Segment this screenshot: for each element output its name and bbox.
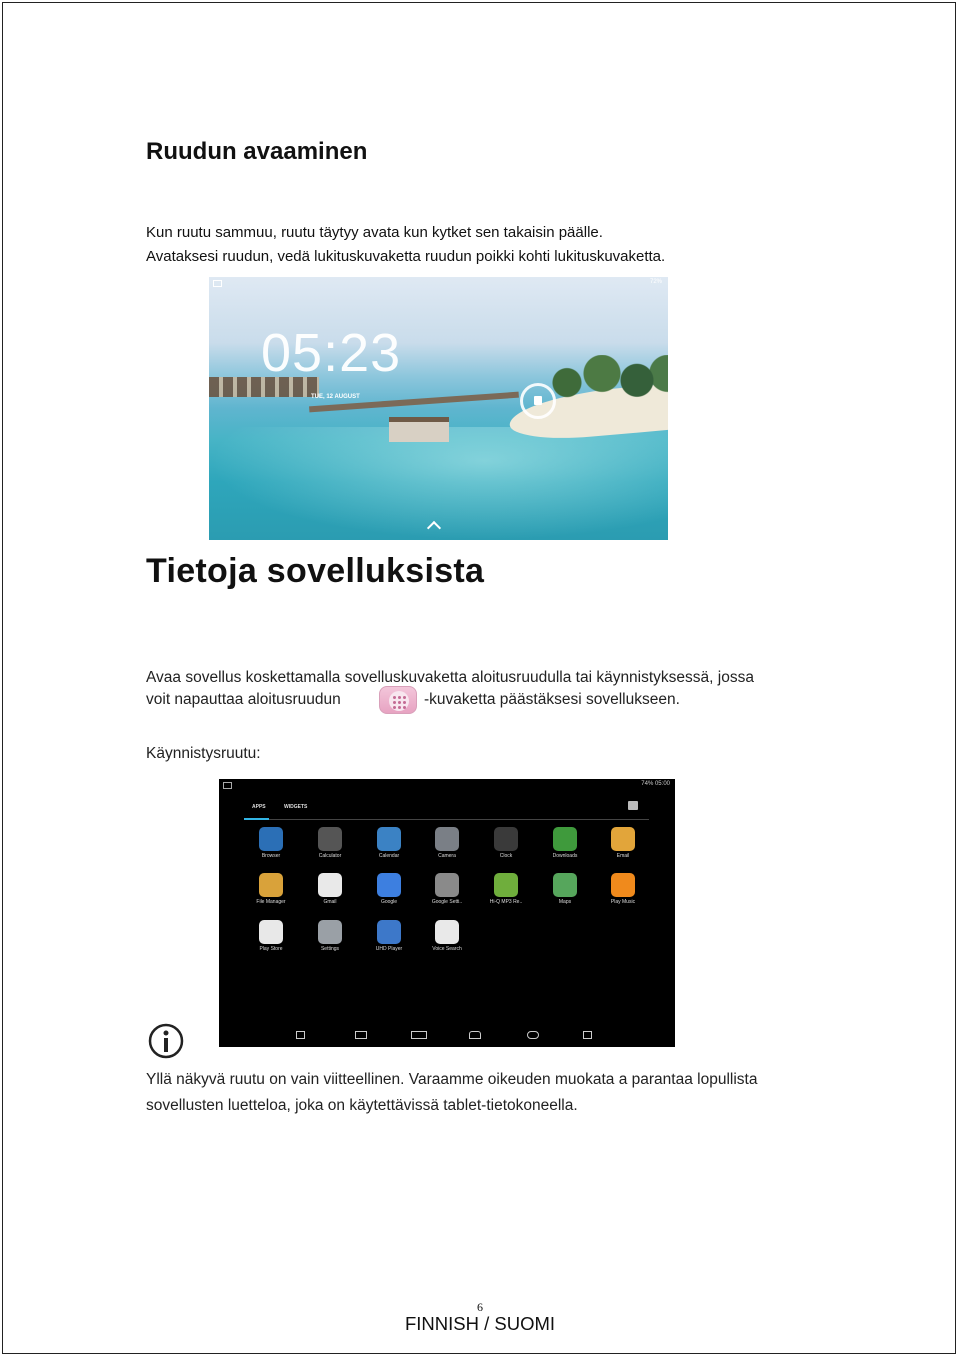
app-icon	[259, 920, 283, 944]
app-tile[interactable]	[359, 873, 419, 905]
apps-text-line2a: voit napauttaa aloitusruudun	[146, 691, 341, 708]
app-tile[interactable]	[241, 920, 301, 952]
app-icon	[494, 827, 518, 851]
store-bag-icon[interactable]	[628, 801, 638, 810]
app-icon	[435, 827, 459, 851]
volume-up-icon[interactable]	[583, 1031, 592, 1039]
tab-widgets[interactable]: WIDGETS	[284, 804, 308, 810]
unlock-ring-icon[interactable]	[520, 383, 556, 419]
app-tile[interactable]	[300, 827, 360, 859]
tab-divider	[244, 819, 649, 820]
app-tile[interactable]	[476, 827, 536, 859]
apps-text-line1: Avaa sovellus koskettamalla sovelluskuvaketta aloitusruudulla tai käynnistyksessä, jossa	[146, 669, 754, 686]
app-icon	[259, 873, 283, 897]
notification-icon	[223, 782, 232, 789]
app-icon	[611, 827, 635, 851]
app-icon	[377, 827, 401, 851]
app-icon	[553, 827, 577, 851]
lock-time: 05:23	[261, 323, 402, 383]
page-number: 6	[477, 1300, 483, 1314]
footer-language: FINNISH / SUOMI	[404, 1313, 556, 1334]
app-tile[interactable]	[593, 827, 653, 859]
app-label: Gmail	[323, 899, 337, 905]
app-tile[interactable]	[241, 873, 301, 905]
heading-apps: Tietoja sovelluksista	[146, 552, 485, 590]
launcher-label: Käynnistysruutu:	[146, 745, 261, 762]
app-tile[interactable]	[476, 873, 536, 905]
lockscreen-image	[209, 277, 668, 540]
app-icon	[435, 873, 459, 897]
battery-status: 72%	[649, 279, 662, 285]
lock-icon	[534, 396, 542, 405]
app-tile[interactable]	[593, 873, 653, 905]
app-label: Play Store	[259, 946, 283, 952]
app-label: Hi-Q MP3 Re..	[489, 899, 523, 905]
app-label: Voice Search	[432, 946, 462, 952]
app-icon	[611, 873, 635, 897]
app-label: Maps	[558, 899, 572, 905]
app-icon	[259, 827, 283, 851]
app-drawer-image	[219, 779, 675, 1047]
tab-apps[interactable]: APPS	[252, 804, 266, 810]
app-tile[interactable]	[359, 920, 419, 952]
sea-glow	[209, 427, 668, 540]
app-icon	[553, 873, 577, 897]
app-icon	[494, 873, 518, 897]
app-icon	[318, 873, 342, 897]
app-icon	[435, 920, 459, 944]
app-label: Calculator	[318, 853, 342, 859]
home-icon[interactable]	[469, 1031, 481, 1039]
app-label: Clock	[499, 853, 513, 859]
app-tile[interactable]	[417, 873, 477, 905]
heading-unlock: Ruudun avaaminen	[146, 138, 368, 165]
app-tile[interactable]	[417, 920, 477, 952]
lock-date: TUE, 12 AUGUST	[311, 394, 360, 400]
app-tile[interactable]	[359, 827, 419, 859]
notification-icon	[213, 280, 222, 287]
app-tile[interactable]	[241, 827, 301, 859]
note-line1: Yllä näkyvä ruutu on vain viitteellinen. Varaamme oikeuden muokata a parantaa lopullista	[146, 1071, 758, 1088]
app-label: UHD Player	[375, 946, 403, 952]
note-line2: sovellusten luetteloa, joka on käytettävissä tablet-tietokoneella.	[146, 1097, 578, 1114]
recent-tasks-icon[interactable]	[355, 1031, 367, 1039]
app-tile[interactable]	[535, 827, 595, 859]
back-icon[interactable]	[527, 1031, 539, 1039]
app-label: Play Music	[610, 899, 636, 905]
app-icon	[318, 827, 342, 851]
unlock-text-line2: Avataksesi ruudun, vedä lukituskuvaketta ruudun poikki kohti lukituskuvaketta.	[146, 248, 666, 265]
palm-trees	[539, 355, 668, 401]
app-tile[interactable]	[535, 873, 595, 905]
tab-underline	[244, 818, 269, 820]
app-label: Downloads	[552, 853, 578, 859]
nav-bar	[219, 1024, 675, 1047]
app-label: Google	[380, 899, 398, 905]
app-label: Email	[616, 853, 630, 859]
app-label: Google Setti..	[431, 899, 463, 905]
app-label: Camera	[438, 853, 456, 859]
volume-down-icon[interactable]	[296, 1031, 305, 1039]
screenshot-icon[interactable]	[411, 1031, 427, 1039]
drawer-status: 74% 05:00	[641, 781, 670, 787]
app-icon	[318, 920, 342, 944]
app-icon	[377, 920, 401, 944]
app-tile[interactable]	[300, 873, 360, 905]
info-icon	[147, 1022, 185, 1060]
app-label: Settings	[320, 946, 340, 952]
app-tile[interactable]	[300, 920, 360, 952]
app-icon	[377, 873, 401, 897]
app-launcher-icon	[379, 686, 417, 714]
app-label: Calendar	[378, 853, 400, 859]
pavilion	[389, 417, 449, 442]
app-label: File Manager	[256, 899, 286, 905]
unlock-text-line1: Kun ruutu sammuu, ruutu täytyy avata kun kytket sen takaisin päälle.	[146, 224, 603, 241]
apps-text-line2b: -kuvaketta päästäksesi sovellukseen.	[424, 691, 680, 708]
app-tile[interactable]	[417, 827, 477, 859]
app-label: Browser	[261, 853, 281, 859]
